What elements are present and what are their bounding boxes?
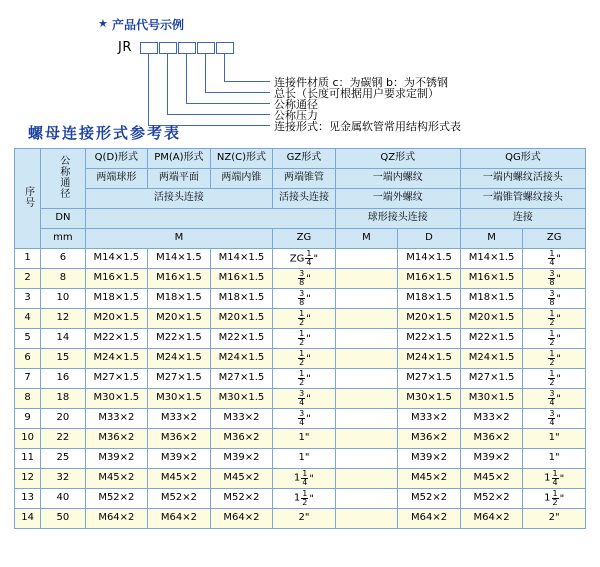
cell-qg-zg: $\frac{3}{8}$ "	[523, 289, 586, 309]
cell-q: M39×2	[85, 449, 148, 469]
cell-gz: ZG $\frac{1}{4}$ "	[273, 249, 336, 269]
cell-qz-m	[335, 249, 398, 269]
code-box-3	[178, 42, 196, 54]
cell-pm: M14×1.5	[148, 249, 211, 269]
cell-q: M30×1.5	[85, 389, 148, 409]
code-box-5	[216, 42, 234, 54]
cell-qz-d: M36×2	[398, 429, 461, 449]
cell-seq: 2	[15, 269, 41, 289]
table-header-row-1	[15, 149, 586, 169]
table-header-row-2	[15, 169, 586, 189]
cell-dn: 32	[41, 469, 85, 489]
cell-pm: M33×2	[148, 409, 211, 429]
table-header-row-3	[15, 189, 586, 209]
cell-nz: M27×1.5	[210, 369, 273, 389]
cell-qg-zg: 2"	[523, 509, 586, 529]
cell-pm: M52×2	[148, 489, 211, 509]
cell-nz: M45×2	[210, 469, 273, 489]
table-row	[15, 429, 586, 449]
header-qg-m: M	[460, 229, 523, 249]
cell-gz: 2"	[273, 509, 336, 529]
cell-nz: M64×2	[210, 509, 273, 529]
cell-qg-zg: $\frac{3}{4}$ "	[523, 409, 586, 429]
cell-gz: $\frac{1}{2}$ "	[273, 329, 336, 349]
cell-gz: $\frac{1}{2}$ "	[273, 309, 336, 329]
legend-label-connection-type: 连接形式：见金属软管常用结构形式表	[274, 120, 461, 133]
cell-qg-m: M18×1.5	[460, 289, 523, 309]
table-row	[15, 369, 586, 389]
header-q-form: Q(D)形式	[85, 149, 148, 169]
cell-pm: M24×1.5	[148, 349, 211, 369]
cell-pm: M16×1.5	[148, 269, 211, 289]
cell-gz: $\frac{3}{4}$ "	[273, 389, 336, 409]
cell-qg-m: M52×2	[460, 489, 523, 509]
cell-qg-zg: 1 $\frac{1}{4}$ "	[523, 469, 586, 489]
cell-pm: M27×1.5	[148, 369, 211, 389]
table-body	[15, 249, 586, 529]
cell-qg-m: M24×1.5	[460, 349, 523, 369]
cell-gz: $\frac{1}{2}$ "	[273, 349, 336, 369]
cell-qz-m	[335, 289, 398, 309]
header-seq: 序号	[15, 149, 41, 249]
cell-dn: 14	[41, 329, 85, 349]
table-row	[15, 329, 586, 349]
code-prefix: JR	[118, 40, 132, 55]
cell-qg-m: M30×1.5	[460, 389, 523, 409]
cell-qz-m	[335, 469, 398, 489]
cell-qg-m: M22×1.5	[460, 329, 523, 349]
cell-q: M64×2	[85, 509, 148, 529]
header-qg-desc: 一端内螺纹活接头	[460, 169, 585, 189]
cell-qz-m	[335, 429, 398, 449]
header-qz-ball-connection: 球形接头连接	[335, 209, 460, 229]
cell-seq: 1	[15, 249, 41, 269]
cell-qg-zg: 1 $\frac{1}{2}$ "	[523, 489, 586, 509]
cell-dn: 8	[41, 269, 85, 289]
header-qz-d: D	[398, 229, 461, 249]
cell-qg-zg: $\frac{1}{2}$ "	[523, 309, 586, 329]
cell-seq: 6	[15, 349, 41, 369]
leader-line-1-v	[148, 53, 149, 125]
header-blank	[85, 209, 335, 229]
header-qz-sub: 一端外螺纹	[335, 189, 460, 209]
cell-dn: 18	[41, 389, 85, 409]
table-row	[15, 389, 586, 409]
cell-q: M36×2	[85, 429, 148, 449]
cell-qz-d: M20×1.5	[398, 309, 461, 329]
table-row	[15, 449, 586, 469]
header-qg-connection: 连接	[460, 209, 585, 229]
header-pm-form: PM(A)形式	[148, 149, 211, 169]
cell-qz-d: M33×2	[398, 409, 461, 429]
cell-qz-m	[335, 449, 398, 469]
cell-qz-d: M27×1.5	[398, 369, 461, 389]
cell-qg-m: M20×1.5	[460, 309, 523, 329]
cell-seq: 4	[15, 309, 41, 329]
cell-dn: 16	[41, 369, 85, 389]
cell-qg-zg: 1"	[523, 449, 586, 469]
cell-dn: 6	[41, 249, 85, 269]
cell-seq: 14	[15, 509, 41, 529]
legend-label-length: 总长（长度可根据用户要求定制）	[274, 87, 439, 100]
cell-gz: 1 $\frac{1}{2}$ "	[273, 489, 336, 509]
cell-qz-m	[335, 269, 398, 289]
table-row	[15, 349, 586, 369]
table-row	[15, 469, 586, 489]
cell-nz: M16×1.5	[210, 269, 273, 289]
cell-dn: 20	[41, 409, 85, 429]
cell-qg-zg: $\frac{1}{2}$ "	[523, 369, 586, 389]
cell-qg-zg: $\frac{1}{2}$ "	[523, 349, 586, 369]
cell-dn: 22	[41, 429, 85, 449]
cell-nz: M52×2	[210, 489, 273, 509]
cell-qz-d: M30×1.5	[398, 389, 461, 409]
cell-gz: 1 $\frac{1}{4}$ "	[273, 469, 336, 489]
cell-gz: $\frac{3}{8}$ "	[273, 269, 336, 289]
cell-qz-d: M39×2	[398, 449, 461, 469]
leader-line-2-v	[167, 53, 168, 114]
star-icon: ★	[98, 17, 108, 30]
cell-qg-zg: $\frac{1}{2}$ "	[523, 329, 586, 349]
cell-seq: 10	[15, 429, 41, 449]
cell-q: M20×1.5	[85, 309, 148, 329]
header-q-desc: 两端球形	[85, 169, 148, 189]
header-dn: DN	[41, 209, 85, 229]
cell-dn: 50	[41, 509, 85, 529]
cell-pm: M20×1.5	[148, 309, 211, 329]
leader-line-5-h	[224, 81, 270, 82]
cell-dn: 12	[41, 309, 85, 329]
code-box-1	[140, 42, 158, 54]
cell-pm: M36×2	[148, 429, 211, 449]
cell-q: M18×1.5	[85, 289, 148, 309]
cell-nz: M24×1.5	[210, 349, 273, 369]
cell-qz-m	[335, 409, 398, 429]
cell-pm: M22×1.5	[148, 329, 211, 349]
cell-seq: 11	[15, 449, 41, 469]
header-qz-desc: 一端内螺纹	[335, 169, 460, 189]
cell-seq: 13	[15, 489, 41, 509]
cell-dn: 10	[41, 289, 85, 309]
cell-qz-m	[335, 369, 398, 389]
cell-qz-m	[335, 309, 398, 329]
cell-qg-m: M64×2	[460, 509, 523, 529]
leader-line-4-h	[205, 92, 270, 93]
table-row	[15, 509, 586, 529]
cell-pm: M39×2	[148, 449, 211, 469]
cell-seq: 7	[15, 369, 41, 389]
header-qg-zg: ZG	[523, 229, 586, 249]
cell-qz-d: M22×1.5	[398, 329, 461, 349]
cell-q: M24×1.5	[85, 349, 148, 369]
cell-qz-d: M45×2	[398, 469, 461, 489]
cell-qz-m	[335, 329, 398, 349]
cell-nz: M33×2	[210, 409, 273, 429]
cell-pm: M64×2	[148, 509, 211, 529]
cell-nz: M14×1.5	[210, 249, 273, 269]
cell-gz: 1"	[273, 449, 336, 469]
cell-pm: M45×2	[148, 469, 211, 489]
cell-nz: M36×2	[210, 429, 273, 449]
header-thread-m: M	[85, 229, 273, 249]
cell-q: M27×1.5	[85, 369, 148, 389]
table-row	[15, 269, 586, 289]
cell-qz-d: M64×2	[398, 509, 461, 529]
cell-qg-m: M27×1.5	[460, 369, 523, 389]
cell-seq: 8	[15, 389, 41, 409]
legend-label-material: 连接件材质 c：为碳钢 b：为不锈钢	[274, 76, 449, 89]
cell-qg-m: M33×2	[460, 409, 523, 429]
header-qz-form: QZ形式	[335, 149, 460, 169]
cell-dn: 40	[41, 489, 85, 509]
cell-q: M45×2	[85, 469, 148, 489]
cell-qg-m: M36×2	[460, 429, 523, 449]
header-union-connection-left: 活接头连接	[85, 189, 273, 209]
cell-q: M22×1.5	[85, 329, 148, 349]
cell-seq: 5	[15, 329, 41, 349]
cell-gz: $\frac{3}{4}$ "	[273, 409, 336, 429]
table-row	[15, 249, 586, 269]
header-gz-desc: 两端锥管	[273, 169, 336, 189]
cell-q: M52×2	[85, 489, 148, 509]
cell-nz: M18×1.5	[210, 289, 273, 309]
cell-gz: $\frac{3}{8}$ "	[273, 289, 336, 309]
header-thread-zg: ZG	[273, 229, 336, 249]
header-gz-form: GZ形式	[273, 149, 336, 169]
legend-label-nominal-diameter: 公称通径	[274, 98, 318, 111]
cell-nz: M30×1.5	[210, 389, 273, 409]
table-row	[15, 409, 586, 429]
leader-line-3-h	[186, 103, 270, 104]
cell-gz: $\frac{1}{2}$ "	[273, 369, 336, 389]
table-header-row-4	[15, 209, 586, 229]
cell-nz: M20×1.5	[210, 309, 273, 329]
cell-qg-m: M14×1.5	[460, 249, 523, 269]
cell-qz-d: M16×1.5	[398, 269, 461, 289]
cell-dn: 15	[41, 349, 85, 369]
cell-gz: 1"	[273, 429, 336, 449]
code-box-2	[159, 42, 177, 54]
leader-line-4-v	[205, 53, 206, 92]
cell-qz-m	[335, 389, 398, 409]
header-qz-m: M	[335, 229, 398, 249]
leader-line-2-h	[167, 114, 270, 115]
header-qg-sub: 一端锥管螺纹接头	[460, 189, 585, 209]
cell-qg-zg: $\frac{3}{8}$ "	[523, 269, 586, 289]
cell-seq: 12	[15, 469, 41, 489]
header-nz-form: NZ(C)形式	[210, 149, 273, 169]
cell-qz-d: M18×1.5	[398, 289, 461, 309]
cell-pm: M18×1.5	[148, 289, 211, 309]
table-header-row-5	[15, 229, 586, 249]
cell-qg-zg: 1"	[523, 429, 586, 449]
cell-nz: M22×1.5	[210, 329, 273, 349]
cell-qz-m	[335, 349, 398, 369]
cell-qz-m	[335, 509, 398, 529]
code-box-4	[197, 42, 215, 54]
cell-qz-d: M14×1.5	[398, 249, 461, 269]
legend-title: 产品代号示例	[112, 18, 185, 32]
cell-pm: M30×1.5	[148, 389, 211, 409]
cell-qz-m	[335, 489, 398, 509]
table-row	[15, 309, 586, 329]
header-pm-desc: 两端平面	[148, 169, 211, 189]
leader-line-5-v	[224, 53, 225, 81]
header-union-connection-mid: 活接头连接	[273, 189, 336, 209]
table-row	[15, 289, 586, 309]
table-row	[15, 489, 586, 509]
cell-seq: 3	[15, 289, 41, 309]
cell-qg-m: M39×2	[460, 449, 523, 469]
cell-qg-m: M45×2	[460, 469, 523, 489]
header-nz-desc: 两端内锥	[210, 169, 273, 189]
cell-qz-d: M24×1.5	[398, 349, 461, 369]
header-unit-mm: mm	[41, 229, 85, 249]
leader-line-3-v	[186, 53, 187, 103]
page-title: 螺母连接形式参考表	[28, 124, 182, 142]
cell-qz-d: M52×2	[398, 489, 461, 509]
header-qg-form: QG形式	[460, 149, 585, 169]
cell-qg-zg: $\frac{3}{4}$ "	[523, 389, 586, 409]
cell-seq: 9	[15, 409, 41, 429]
cell-q: M16×1.5	[85, 269, 148, 289]
cell-qg-zg: $\frac{1}{4}$ "	[523, 249, 586, 269]
cell-q: M14×1.5	[85, 249, 148, 269]
cell-q: M33×2	[85, 409, 148, 429]
cell-dn: 25	[41, 449, 85, 469]
header-nominal-diameter: 公称通径	[41, 149, 85, 209]
nut-connection-table	[14, 148, 586, 529]
cell-qg-m: M16×1.5	[460, 269, 523, 289]
legend-label-nominal-pressure: 公称压力	[274, 109, 318, 122]
cell-nz: M39×2	[210, 449, 273, 469]
